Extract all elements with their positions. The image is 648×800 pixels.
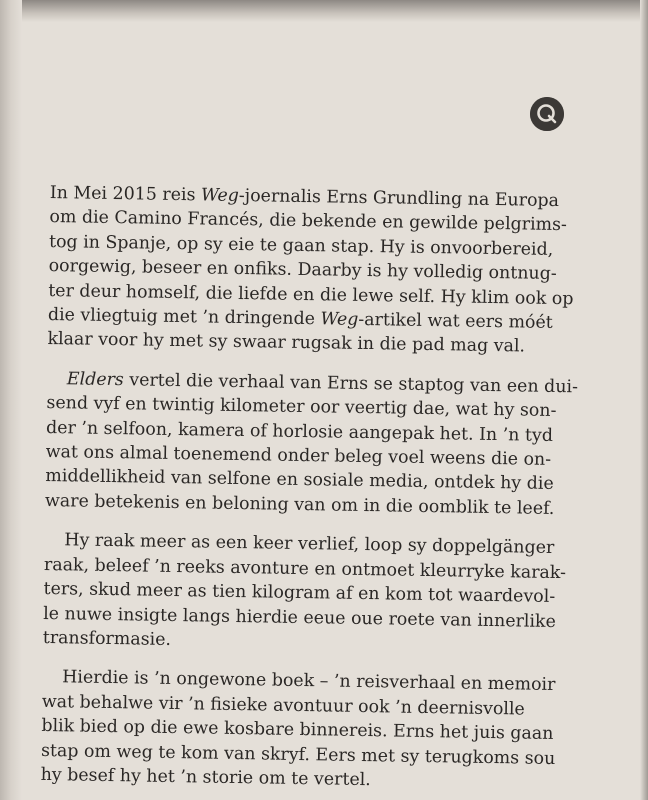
text-line: wat behalwe vir ’n fisieke avontuur ook ’n deernisvolle [41, 691, 525, 720]
book-title: Elders [66, 369, 124, 391]
scan-top-shadow [0, 0, 648, 22]
text-line: send vyf en twintig kilometer oor veertig dae, wat hy son- [46, 393, 557, 422]
text-line: stap om weg te kom van skryf. Eers met sy terugkoms sou [40, 740, 556, 769]
text-line: blik bied op die ewe kosbare binnereis. Erns het juis gaan [41, 716, 554, 745]
text-line: wat ons almal toenemend onder beleg voel weens die on- [45, 442, 552, 470]
text-line: raak, beleef ’n reeks avonture en ontmoet kleurryke karak- [43, 554, 567, 583]
text-line: hy besef hy het ’n storie om te vertel. [40, 764, 371, 791]
magazine-name: Weg [200, 185, 240, 206]
text-line: oorgewig, beseer en onfiks. Daarby is hy volledig ontnug- [48, 256, 557, 285]
text-line: die vliegtuig met ’n dringende Weg-artikel wat eers móét [47, 305, 553, 333]
magazine-name: Weg [320, 309, 359, 330]
page-right-edge [640, 0, 648, 800]
text-line: Elders vertel die verhaal van Erns se staptog van een dui- [66, 369, 579, 398]
text-line: klaar voor hy met sy swaar rugsak in die pad mag val. [47, 329, 526, 357]
blurb-paragraph-2 [44, 367, 579, 521]
blurb-paragraph-4 [40, 665, 556, 795]
blurb-text [40, 181, 579, 800]
text-line: middellikheid van selfone en sosiale media, ontdek hy die [45, 466, 554, 495]
page-left-edge [0, 0, 22, 800]
text-line: le nuwe insigte langs hierdie eeue oue roete van innerlike [43, 603, 557, 632]
text-line: ter deur homself, die liefde en die lewe self. Hy klim ook op [48, 280, 574, 309]
q-publisher-logo-icon [530, 97, 564, 131]
text-line: Hierdie is ’n ongewone boek – ’n reisverhaal en memoir [62, 667, 556, 696]
text-line: om die Camino Francés, die bekende en gewilde pelgrims- [49, 207, 568, 236]
text-line: transformasie. [42, 627, 172, 650]
text-line: der ’n selfoon, kamera of horlosie aangepak het. In ’n tyd [45, 417, 554, 446]
text-line: tog in Spanje, op sy eie te gaan stap. Hy is onvoorbereid, [48, 231, 554, 260]
text-line: ters, skud meer as tien kilogram af en kom tot waardevol- [43, 579, 556, 608]
text-line: ware betekenis en beloning van om in die oomblik te leef. [44, 490, 555, 519]
text-line: In Mei 2015 reis Weg-joernalis Erns Grundling na Europa [49, 182, 560, 211]
blurb-paragraph-3 [42, 528, 567, 658]
text-line: Hy raak meer as een keer verlief, loop sy doppelgänger [64, 530, 555, 559]
blurb-paragraph-1 [47, 181, 574, 360]
